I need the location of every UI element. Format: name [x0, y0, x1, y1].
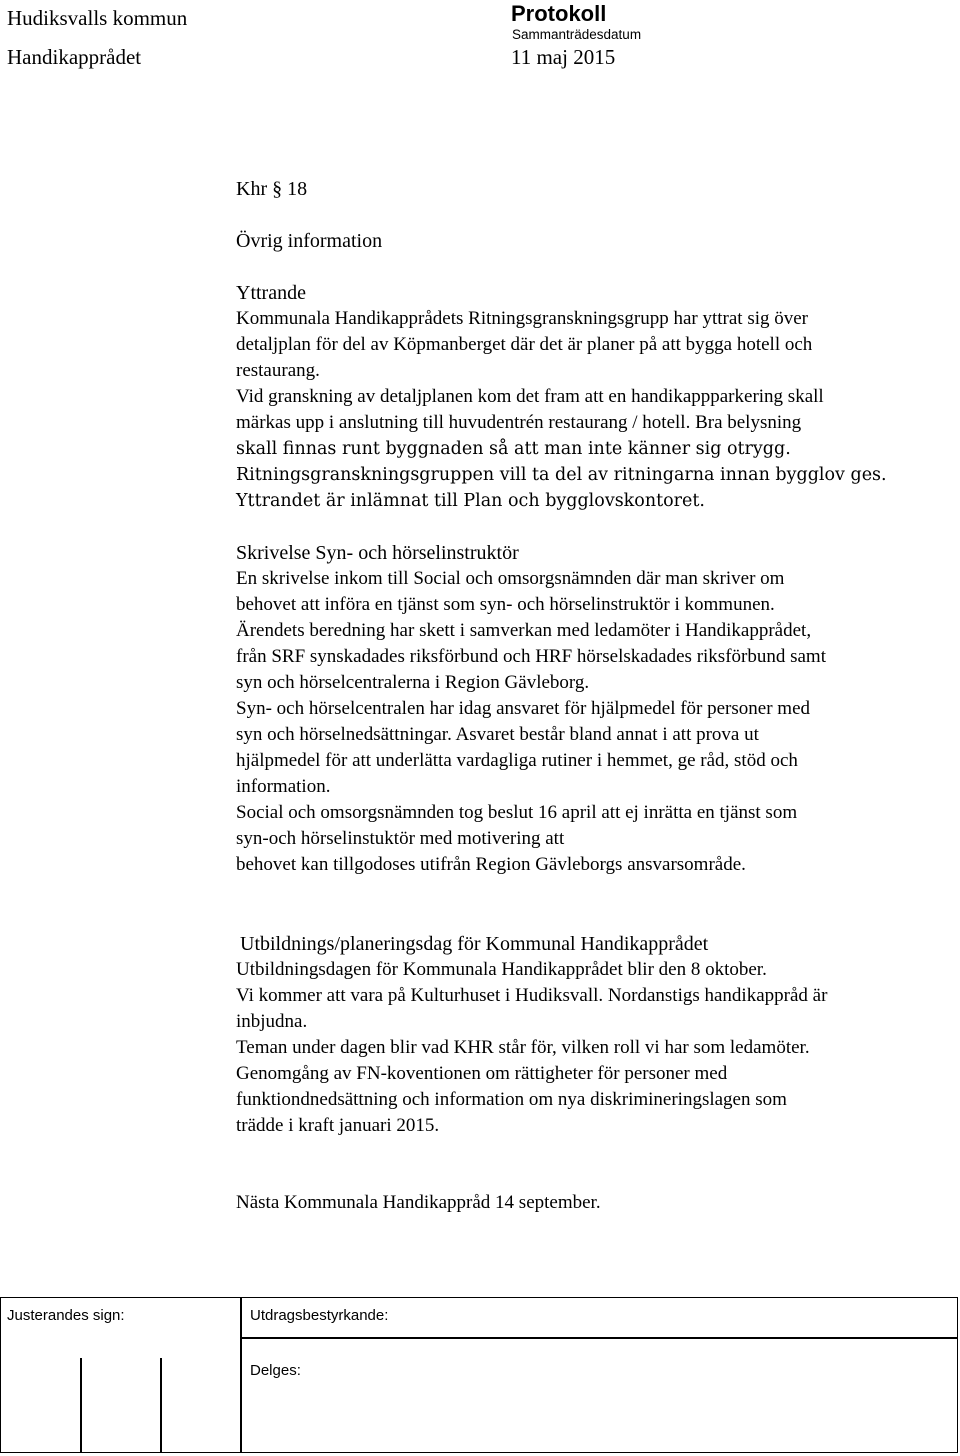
section-body-yttrande: [236, 306, 887, 514]
closing-note: Nästa Kommunala Handikappråd 14 september.: [236, 1192, 601, 1213]
table-divider: [160, 1358, 162, 1452]
body-line: Ritningsgranskningsgruppen vill ta del av ritningarna innan bygglov ges.: [236, 465, 887, 485]
section-heading-utbildningsdag: Utbildnings/planeringsdag för Kommunal Handikapprådet: [240, 933, 709, 955]
body-line: syn och hörselcentralerna i Region Gävleborg.: [236, 672, 590, 693]
section-body-utbildningsdag: [236, 957, 827, 1139]
utdragsbestyrkande-label: Utdragsbestyrkande:: [250, 1307, 389, 1324]
justerandes-sign-label: Justerandes sign:: [7, 1307, 125, 1324]
section-heading-skrivelse: Skrivelse Syn- och hörselinstruktör: [236, 542, 519, 564]
body-line: syn och hörselnedsättningar. Asvaret består bland annat i att prova ut: [236, 724, 759, 745]
body-line: Utbildningsdagen för Kommunala Handikapprådet blir den 8 oktober.: [236, 959, 767, 980]
body-line: Vid granskning av detaljplanen kom det fram att en handikappparkering skall: [236, 386, 824, 407]
table-divider: [240, 1337, 957, 1339]
body-line: Vi kommer att vara på Kulturhuset i Hudiksvall. Nordanstigs handikappråd är: [236, 985, 828, 1006]
body-line: Social och omsorgsnämnden tog beslut 16 april att ej inrätta en tjänst som: [236, 802, 798, 823]
section-body-skrivelse: [236, 566, 826, 878]
body-line: restaurang.: [236, 360, 320, 381]
body-line: Teman under dagen blir vad KHR står för, vilken roll vi har som ledamöter.: [236, 1037, 810, 1058]
section-heading-yttrande: Yttrande: [236, 282, 306, 304]
body-line: syn-och hörselinstuktör med motivering att: [236, 828, 565, 849]
body-line: Yttrandet är inlämnat till Plan och bygglovskontoret.: [236, 491, 705, 511]
body-line: funktiondnedsättning och information om nya diskrimineringslagen som: [236, 1089, 787, 1110]
body-line: från SRF synskadades riksförbund och HRF hörselskadades riksförbund samt: [236, 646, 826, 667]
body-line: hjälpmedel för att underlätta vardagliga rutiner i hemmet, ge råd, stöd och: [236, 750, 798, 771]
body-line: behovet kan tillgodoses utifrån Region Gävleborgs ansvarsområde.: [236, 854, 746, 875]
page-title: Övrig information: [236, 230, 383, 252]
body-line: skall finnas runt byggnaden så att man inte känner sig otrygg.: [236, 439, 791, 459]
body-line: information.: [236, 776, 331, 797]
body-line: inbjudna.: [236, 1011, 308, 1032]
body-line: Genomgång av FN-koventionen om rättigheter för personer med: [236, 1063, 728, 1084]
table-divider: [80, 1358, 82, 1452]
body-line: detaljplan för del av Köpmanberget där det är planer på att bygga hotell och: [236, 334, 813, 355]
body-line: trädde i kraft januari 2015.: [236, 1115, 440, 1136]
meeting-date: 11 maj 2015: [511, 45, 616, 69]
org-name: Hudiksvalls kommun: [7, 6, 188, 30]
body-line: Kommunala Handikapprådets Ritningsgranskningsgrupp har yttrat sig över: [236, 308, 809, 329]
body-line: märkas upp i anslutning till huvudentrén restaurang / hotell. Bra belysning: [236, 412, 802, 433]
table-divider: [240, 1298, 242, 1452]
paragraph-ref: Khr § 18: [236, 178, 308, 200]
date-label: Sammanträdesdatum: [512, 27, 642, 42]
body-line: En skrivelse inkom till Social och omsorgsnämnden där man skriver om: [236, 568, 785, 589]
doc-type: Protokoll: [511, 1, 607, 26]
signature-table: [0, 1297, 958, 1453]
delges-label: Delges:: [250, 1362, 301, 1379]
council-name: Handikapprådet: [7, 45, 142, 69]
body-line: Syn- och hörselcentralen har idag ansvaret för hjälpmedel för personer med: [236, 698, 810, 719]
body-line: behovet att införa en tjänst som syn- och hörselinstruktör i kommunen.: [236, 594, 775, 615]
body-line: Ärendets beredning har skett i samverkan med ledamöter i Handikapprådet,: [236, 620, 812, 641]
